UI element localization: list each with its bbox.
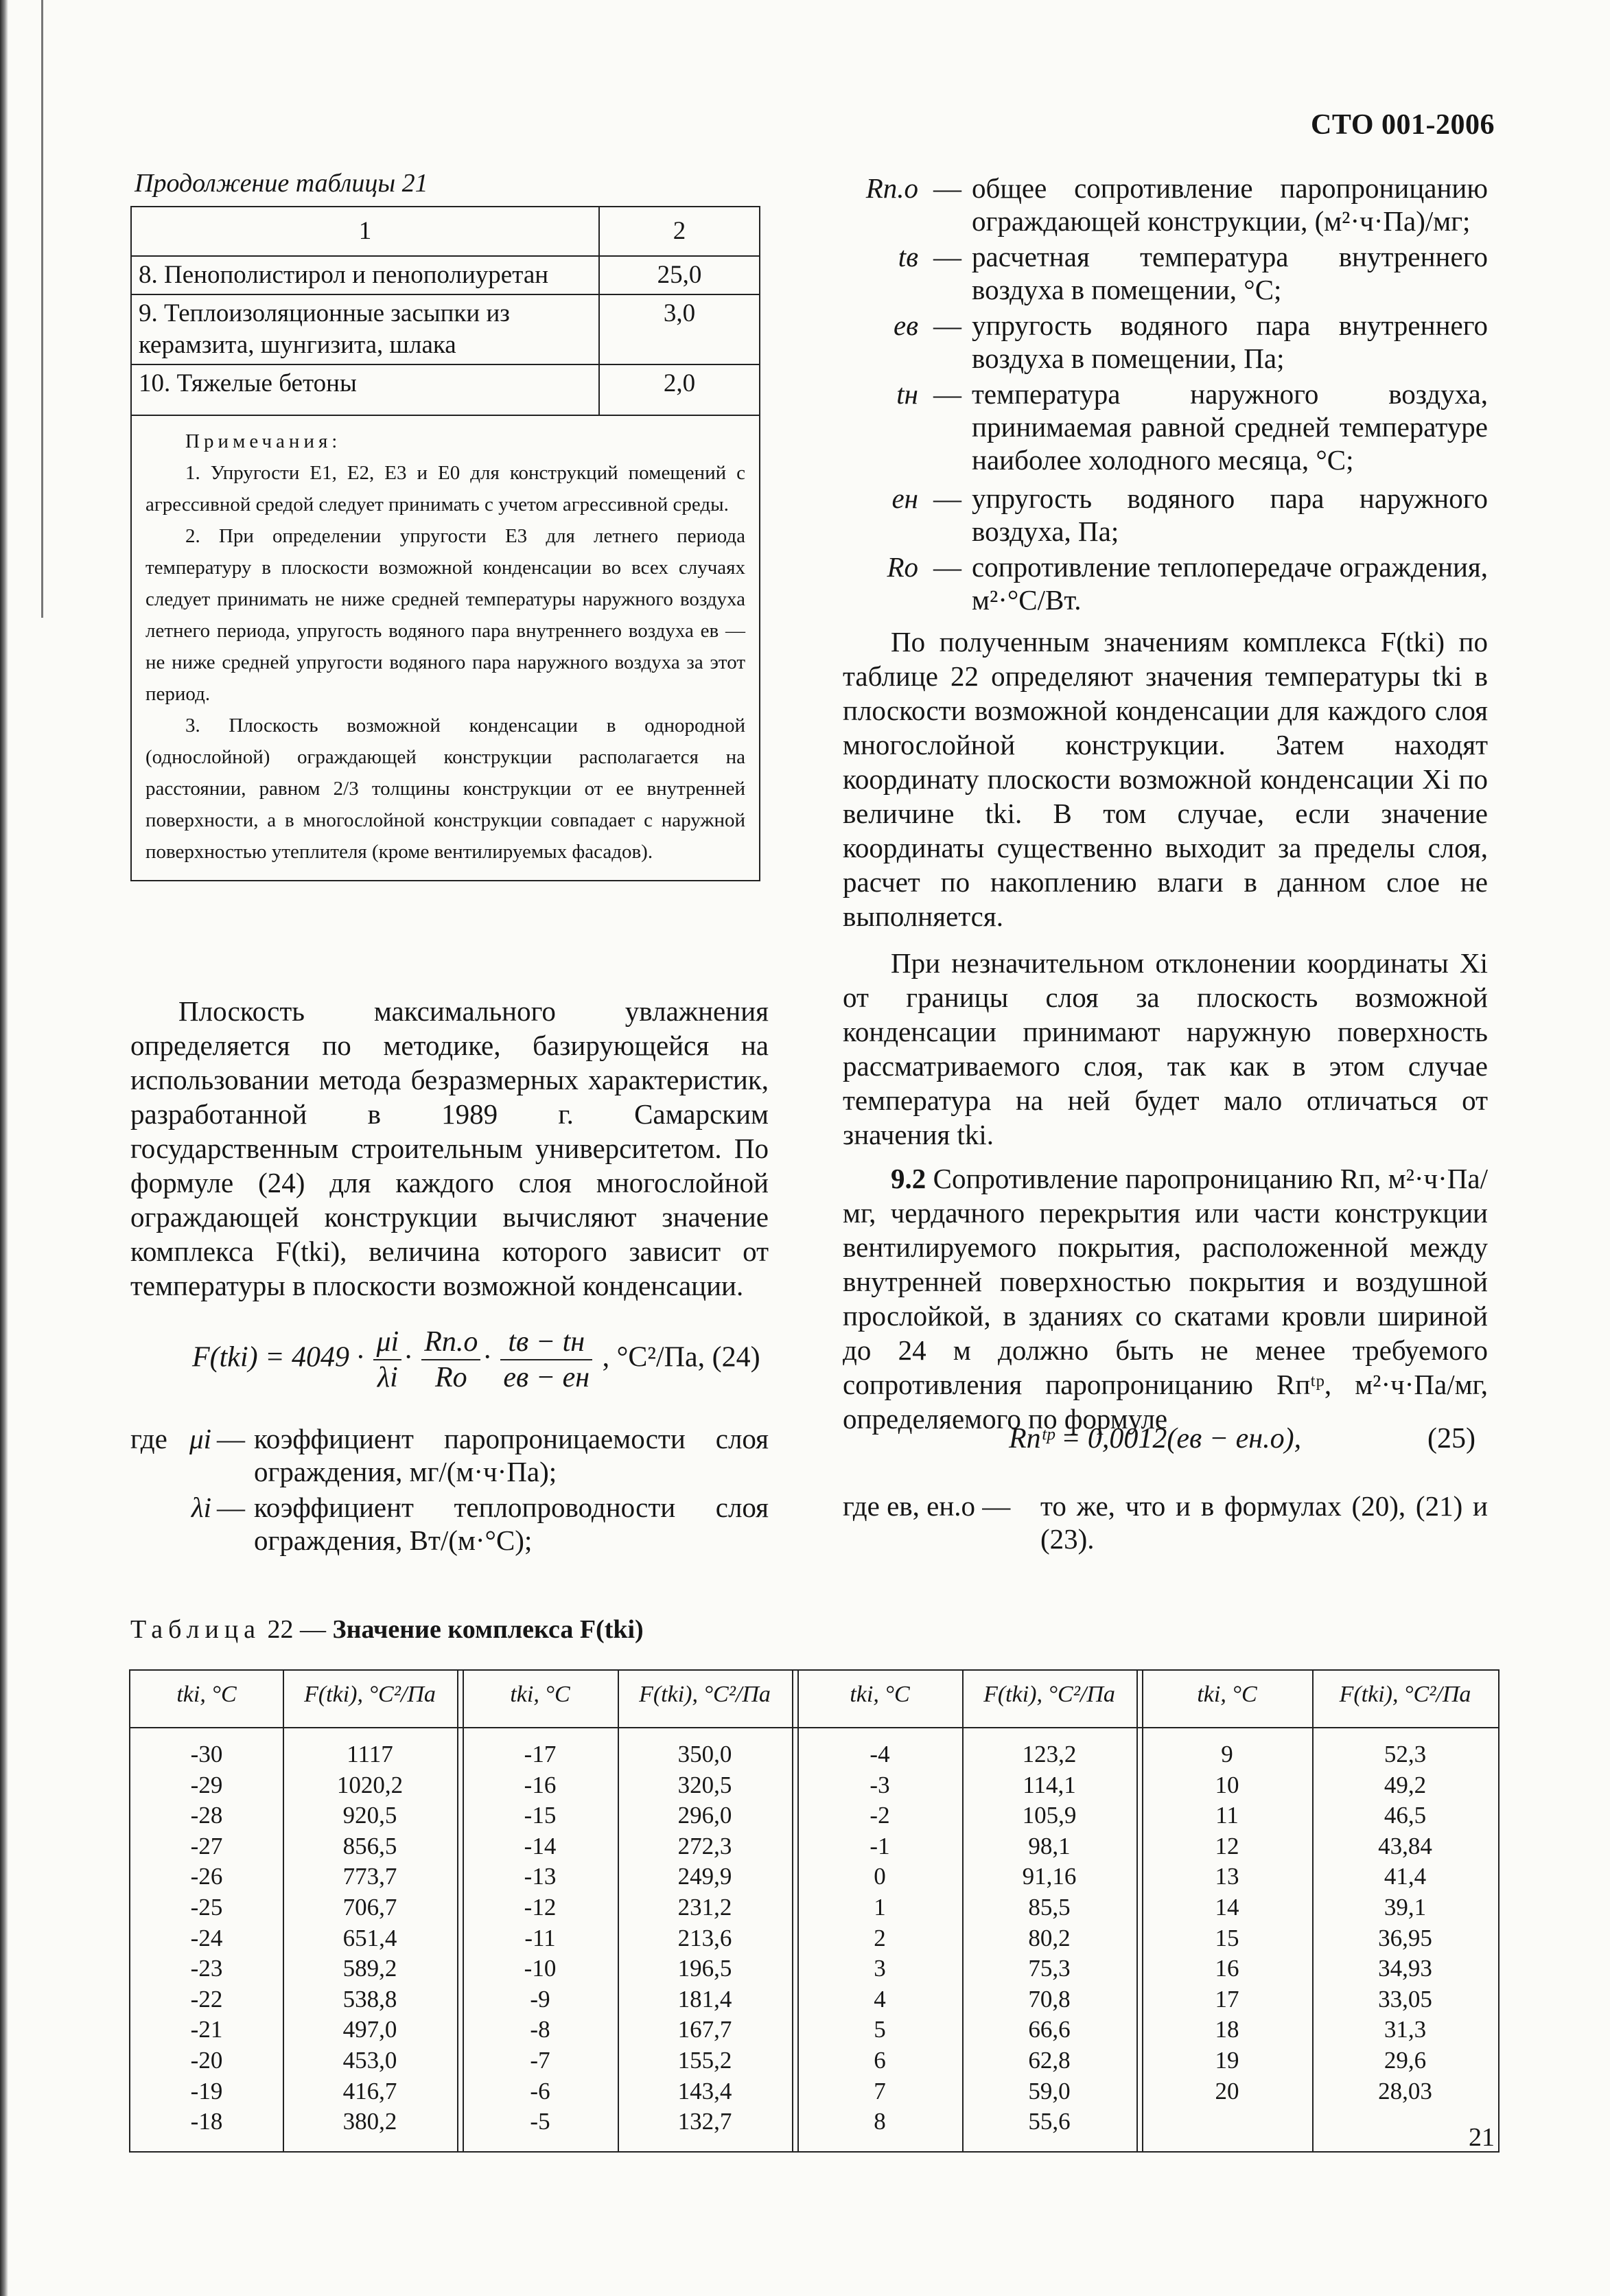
def-dash: —: [933, 378, 961, 410]
table22-cell-temperature: 7: [874, 2077, 886, 2104]
table22-cell-temperature: -27: [190, 1832, 223, 1859]
table21-notes-row: [131, 415, 760, 881]
def-text: расчетная температура внутреннего воздуха в помещении, °C;: [972, 241, 1488, 305]
table22-column-t: [463, 1739, 618, 2137]
table22-caption: [130, 1614, 644, 1645]
table21-col-header: 1: [131, 207, 599, 256]
where-label: где: [130, 1423, 167, 1454]
table22-cell-temperature: -8: [530, 2016, 550, 2043]
table22-cell-temperature: 20: [1215, 2077, 1239, 2104]
def-symbol: eн: [891, 483, 918, 514]
table21-row: [131, 294, 760, 364]
table22-cell-complex-value: 453,0: [342, 2046, 397, 2074]
def-text: сопротивление теплопередаче ограждения, м²·°C/Вт.: [972, 551, 1488, 616]
table22-cell-complex-value: 143,4: [677, 2077, 732, 2104]
fraction: [373, 1325, 401, 1395]
formula-number: (24): [712, 1341, 760, 1373]
table22-cell-complex-value: 80,2: [1028, 1924, 1071, 1951]
fraction-denominator: Rо: [434, 1362, 467, 1393]
def-dash: —: [933, 241, 961, 272]
table22-cell-complex-value: 296,0: [677, 1802, 732, 1829]
table22-cell-complex-value: 29,6: [1384, 2046, 1427, 2074]
caption-number: 22 —: [261, 1615, 333, 1644]
table22-cell-temperature: -9: [530, 1985, 550, 2013]
table22-cell-temperature: -1: [870, 1832, 890, 1859]
def-dash: —: [217, 1492, 245, 1523]
table22-cell-complex-value: 589,2: [342, 1955, 397, 1982]
table22-cell-temperature: 15: [1215, 1924, 1239, 1951]
table21-cell-material: 10. Тяжелые бетоны: [131, 364, 599, 415]
table22-column-f: [283, 1739, 457, 2137]
table22-cell-complex-value: 31,3: [1384, 2016, 1427, 2043]
def-text: коэффициент паропроницаемости слоя ограждения, мг/(м·ч·Па);: [254, 1423, 769, 1487]
def-text: коэффициент теплопроводности слоя ограждения, Вт/(м·°C);: [254, 1492, 769, 1556]
formula-body: Rпᵗᵖ = 0,0012(eв − eн.о),: [1009, 1423, 1302, 1454]
table22-column-t: [797, 1739, 962, 2137]
def-text: упругость водяного пара внутреннего воздуха в помещении, Па;: [972, 310, 1488, 374]
table22-cell-complex-value: 46,5: [1384, 1802, 1427, 1829]
table21-cell-value: 3,0: [599, 294, 760, 364]
table22-cell-complex-value: 66,6: [1028, 2016, 1071, 2043]
def-text: общее сопротивление паропроницанию ограждающей конструкции, (м²·ч·Па)/мг;: [972, 172, 1488, 237]
left-definitions: [130, 1422, 769, 1559]
table22-header-t: tki, °C: [1197, 1682, 1257, 1707]
note-item: 2. При определении упругости E3 для летнего периода температуру в плоскости возможной конденсации во всех случаях следует принимать не ниже средней температуры наружного воздуха летнего периода, упругость водяного пара внутреннего воздуха eв — не ниже средней упругости водяного пара наружного воздуха за этот период.: [145, 525, 745, 705]
table22-cell-complex-value: 651,4: [342, 1924, 397, 1951]
table21-row: [131, 364, 760, 415]
table22-cell-temperature: 17: [1215, 1985, 1239, 2013]
table22-cell-temperature: 11: [1215, 1802, 1239, 1829]
table22-cell-temperature: 2: [874, 1924, 886, 1951]
fraction-numerator: Rп.о: [421, 1325, 480, 1360]
page-number: 21: [1469, 2123, 1495, 2152]
paragraph-text: [843, 1161, 1488, 1436]
table22-cell-complex-value: 33,05: [1378, 1985, 1432, 2013]
paragraph-text: При незначительном отклонении координаты Xi от границы слоя за плоскость возможной конденсации принимают наружную поверхность рассматриваемого слоя, так как в этом случае температура на ней будет мало отличаться от значения tki.: [843, 947, 1488, 1150]
table22-cell-temperature: -21: [190, 2016, 223, 2043]
table22-cell-complex-value: 181,4: [677, 1985, 732, 2013]
table22-cell-complex-value: 350,0: [677, 1741, 732, 1767]
table22-cell-temperature: -17: [524, 1741, 557, 1767]
table22-cell-temperature: -12: [524, 1893, 557, 1921]
table21-cell-material: 9. Теплоизоляционные засыпки из керамзита, шунгизита, шлака: [131, 294, 599, 364]
scan-edge-shadow: [0, 0, 8, 2296]
table22-cell-temperature: 3: [874, 1955, 886, 1982]
table22-cell-complex-value: 123,2: [1022, 1741, 1077, 1767]
table22-cell-complex-value: 249,9: [677, 1863, 732, 1890]
def-symbol: eв: [894, 310, 918, 341]
table22-cell-complex-value: 196,5: [677, 1955, 732, 1982]
table22-cell-complex-value: 213,6: [677, 1924, 732, 1951]
note-item: 1. Упругости E1, E2, E3 и E0 для конструкций помещений с агрессивной средой следует принимать с учетом агрессивной среды.: [145, 462, 745, 515]
table22-cell-temperature: 10: [1215, 1771, 1239, 1798]
formula-units: , °C²/Па,: [602, 1341, 705, 1373]
section-number: 9.2: [891, 1163, 926, 1194]
def-symbol: λi: [191, 1492, 211, 1523]
table22-cell-complex-value: 28,03: [1378, 2077, 1432, 2104]
table21-caption: Продолжение таблицы 21: [135, 169, 428, 198]
table21-cell-material: 8. Пенополистирол и пенополиуретан: [131, 256, 599, 294]
table22-cell-complex-value: 62,8: [1028, 2046, 1071, 2074]
caption-title: Значение комплекса F(tki): [332, 1615, 644, 1644]
table22-cell-complex-value: 320,5: [677, 1771, 732, 1798]
paragraph-text: По полученным значениям комплекса F(tki) по таблице 22 определяют значения температуры tki в плоскости возможной конденсации для каждого слоя многослойной конструкции. Затем находят координату плоскости возможной конденсации Xi по величине tki. В том случае, если значение координаты существенно выходит за пределы слоя, расчет по накоплению влаги в данном слое не выполняется.: [843, 626, 1488, 932]
def-symbol: tн: [896, 378, 918, 410]
table22-cell-complex-value: 272,3: [677, 1832, 732, 1859]
table21-cell-value: 25,0: [599, 256, 760, 294]
table22-cell-temperature: -25: [190, 1893, 223, 1921]
table21-col-header: 2: [599, 207, 760, 256]
table22-header-f: F(tki), °C²/Па: [304, 1682, 436, 1707]
table22-header-f: F(tki), °C²/Па: [639, 1682, 771, 1707]
table22-cell-complex-value: 231,2: [677, 1893, 732, 1921]
table21-header-row: [131, 207, 760, 256]
table22-cell-temperature: -16: [524, 1771, 557, 1798]
table22-cell-temperature: -5: [530, 2108, 550, 2135]
table22-header-f: F(tki), °C²/Па: [1339, 1682, 1471, 1707]
table22-cell-complex-value: 114,1: [1023, 1771, 1076, 1798]
fraction: [500, 1325, 592, 1395]
def-symbol: tв: [898, 241, 918, 272]
def-dash: —: [933, 483, 961, 514]
table22-cell-temperature: -28: [190, 1802, 223, 1829]
table22-cell-temperature: -11: [524, 1924, 556, 1951]
def-dash: —: [217, 1423, 245, 1454]
table22-column-f: [618, 1739, 792, 2137]
table22-cell-complex-value: 55,6: [1028, 2108, 1071, 2135]
fraction-denominator: eв − eн: [503, 1362, 590, 1393]
table22-cell-temperature: 6: [874, 2046, 886, 2074]
table22-cell-temperature: 8: [874, 2108, 886, 2135]
table22-cell-temperature: -22: [190, 1985, 223, 2013]
def-symbol: Rо: [887, 551, 918, 583]
table21-notes: [131, 415, 760, 881]
table22-cell-complex-value: 155,2: [677, 2046, 732, 2074]
table22-cell-temperature: -6: [530, 2077, 550, 2104]
formula-25: [1009, 1422, 1301, 1455]
table22-cell-temperature: -29: [190, 1771, 223, 1798]
table22-cell-complex-value: 497,0: [342, 2016, 397, 2043]
def-symbol: μi: [189, 1423, 211, 1454]
formula-24: F(tki) = 4049 · $\frac{\mu i}{\lambda i}$ · $\frac{Rп.о}{Rо}$ · $\frac{tв - tн}{eв - eн}$ , °C²/Па, (24): [192, 1326, 760, 1393]
fraction-denominator: λi: [377, 1362, 398, 1393]
table22-cell-temperature: -19: [190, 2077, 223, 2104]
table22-cell-complex-value: 98,1: [1028, 1832, 1071, 1859]
fraction: [421, 1325, 480, 1395]
table22-column-f: [1312, 1739, 1498, 2107]
table22-cell-complex-value: 75,3: [1028, 1955, 1071, 1982]
table22-cell-complex-value: 132,7: [677, 2108, 732, 2135]
table22-cell-temperature: -26: [190, 1863, 223, 1890]
table22-cell-temperature: -14: [524, 1832, 557, 1859]
def-symbol: Rп.о: [865, 172, 918, 204]
def-text: температура наружного воздуха, принимаемая равной средней температуре наиболее холодного месяца, °C;: [972, 378, 1488, 476]
note-item: 3. Плоскость возможной конденсации в однородной (однослойной) ограждающей конструкции располагается на расстоянии, равном 2/3 толщины конструкции от ее внутренней поверхности, а в многослойной конструкции совпадает с наружной поверхностью утеплителя (кроме вентилируемых фасадов).: [145, 715, 745, 863]
section-text: Сопротивление паропроницанию Rп, м²·ч·Па/мг, чердачного перекрытия или части конструкции вентилируемого покрытия, расположенной между внутренней поверхностью покрытия и воздушной прослойкой, в зданиях со скатами кровли шириной до 24 м должно быть не менее требуемого сопротивления паропроницанию Rпᵗᵖ, м²·ч·Па/мг, определяемого по формуле: [843, 1163, 1488, 1435]
table22-column-t: [130, 1739, 283, 2137]
table22-cell-temperature: 1: [874, 1893, 886, 1921]
table22-cell-temperature: 13: [1215, 1863, 1239, 1890]
table22-cell-temperature: -4: [870, 1741, 890, 1767]
table22-cell-temperature: 9: [1221, 1741, 1233, 1767]
caption-prefix: Таблица: [130, 1615, 261, 1644]
scan-margin-line: [41, 0, 43, 618]
table22: [129, 1669, 1500, 2153]
table22-cell-complex-value: 41,4: [1384, 1863, 1427, 1890]
table22-cell-complex-value: 105,9: [1022, 1802, 1077, 1829]
table22-cell-temperature: 16: [1215, 1955, 1239, 1982]
table22-cell-complex-value: 91,16: [1022, 1863, 1077, 1890]
left-paragraph: [130, 994, 769, 1303]
table22-cell-temperature: -20: [190, 2046, 223, 2074]
def-dash: —: [933, 310, 961, 341]
table21: [130, 206, 760, 881]
table22-cell-complex-value: 380,2: [342, 2108, 397, 2135]
table22-cell-complex-value: 538,8: [342, 1985, 397, 2013]
table22-header-rule: [130, 1727, 1498, 1728]
table22-cell-temperature: -18: [190, 2108, 223, 2135]
table22-cell-complex-value: 706,7: [342, 1893, 397, 1921]
table22-cell-temperature: -30: [190, 1741, 223, 1767]
table22-cell-complex-value: 856,5: [342, 1832, 397, 1859]
right-paragraphs: [843, 625, 1488, 1436]
def-text: то же, что и в формулах (20), (21) и (23).: [1040, 1490, 1488, 1555]
table22-cell-temperature: -15: [524, 1802, 557, 1829]
table22-cell-complex-value: 167,7: [677, 2016, 732, 2043]
table22-header-t: tki, °C: [850, 1682, 910, 1707]
table22-cell-temperature: 4: [874, 1985, 886, 2013]
formula-number: (25): [1427, 1423, 1475, 1454]
table22-cell-temperature: 19: [1215, 2046, 1239, 2074]
table22-cell-temperature: -2: [870, 1802, 890, 1829]
table22-column-t: [1142, 1739, 1312, 2107]
paragraph-text: Плоскость максимального увлажнения определяется по методике, базирующейся на использовании метода безразмерных характеристик, разработанной в 1989 г. Самарским государственным строительным университетом. По формуле (24) для каждого слоя многослойной ограждающей конструкции вычисляют значение комплекса F(tki), величина которого зависит от температуры в плоскости возможной конденсации.: [130, 995, 769, 1301]
def-dash: —: [933, 551, 961, 583]
table22-cell-complex-value: 70,8: [1028, 1985, 1071, 2013]
table22-header-f: F(tki), °C²/Па: [983, 1682, 1115, 1707]
table21-row: [131, 256, 760, 294]
table22-cell-complex-value: 52,3: [1384, 1741, 1427, 1767]
table22-header-t: tki, °C: [510, 1682, 570, 1707]
document-id: СТО 001-2006: [1311, 109, 1495, 141]
fraction-numerator: tв − tн: [500, 1325, 592, 1360]
table22-column-f: [962, 1739, 1136, 2137]
table22-cell-temperature: -13: [524, 1863, 557, 1890]
table22-cell-temperature: 14: [1215, 1893, 1239, 1921]
table22-cell-complex-value: 39,1: [1384, 1893, 1427, 1921]
table22-cell-complex-value: 34,93: [1378, 1955, 1432, 1982]
table22-cell-complex-value: 1020,2: [336, 1771, 404, 1798]
table22-cell-complex-value: 1117: [347, 1741, 393, 1767]
table22-cell-complex-value: 85,5: [1028, 1893, 1071, 1921]
table22-cell-complex-value: 43,84: [1378, 1832, 1432, 1859]
table22-cell-temperature: 5: [874, 2016, 886, 2043]
notes-title: Примечания:: [185, 430, 342, 452]
table22-cell-complex-value: 920,5: [342, 1802, 397, 1829]
table22-cell-temperature: -23: [190, 1955, 223, 1982]
table21-cell-value: 2,0: [599, 364, 760, 415]
table22-cell-temperature: 18: [1215, 2016, 1239, 2043]
table22-cell-temperature: -7: [530, 2046, 550, 2074]
table22-cell-complex-value: 59,0: [1028, 2077, 1071, 2104]
table22-cell-complex-value: 49,2: [1384, 1771, 1427, 1798]
table22-cell-temperature: 0: [874, 1863, 886, 1890]
table22-cell-complex-value: 773,7: [342, 1863, 397, 1890]
table22-cell-temperature: -24: [190, 1924, 223, 1951]
def-dash: —: [933, 172, 961, 204]
formula-lhs: F(tki) = 4049 ·: [192, 1341, 364, 1373]
where-label: где eв, eн.о —: [843, 1490, 1011, 1522]
table22-header-t: tki, °C: [176, 1682, 237, 1707]
right-definitions: [843, 172, 1488, 616]
fraction-numerator: μi: [373, 1325, 401, 1360]
table22-cell-complex-value: 416,7: [342, 2077, 397, 2104]
formula25-where: [843, 1489, 1488, 1565]
table22-cell-temperature: -10: [524, 1955, 557, 1982]
table22-cell-temperature: -3: [870, 1771, 890, 1798]
table22-cell-temperature: 12: [1215, 1832, 1239, 1859]
def-text: упругость водяного пара наружного воздуха, Па;: [972, 483, 1488, 547]
table22-cell-complex-value: 36,95: [1378, 1924, 1432, 1951]
